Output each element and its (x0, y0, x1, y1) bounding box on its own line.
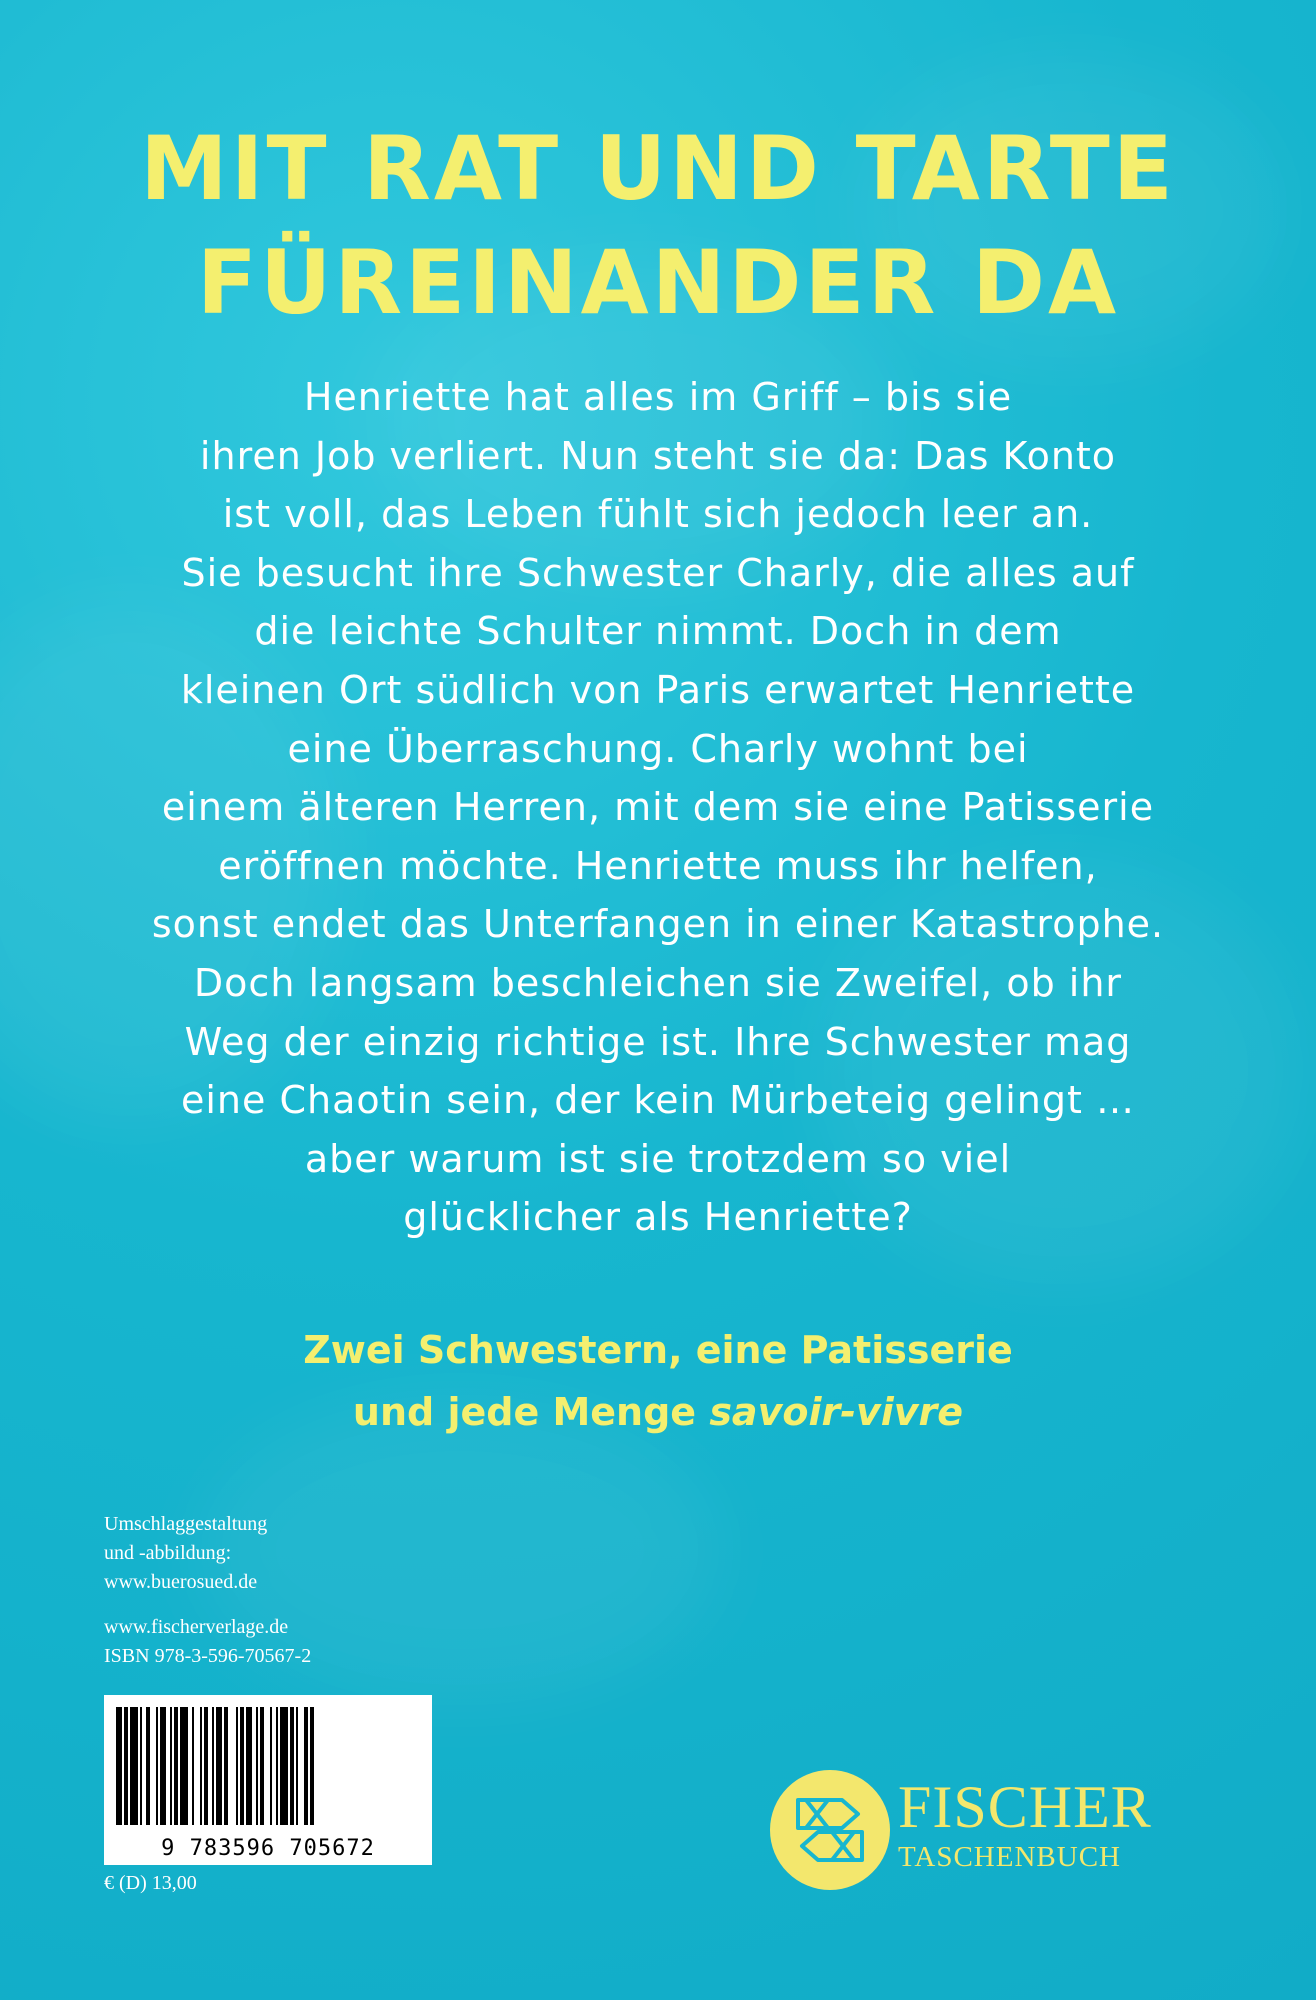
tagline (0, 1319, 1316, 1443)
cover-title (0, 112, 1316, 340)
barcode-bars (116, 1707, 420, 1825)
logo-subtitle: TASCHENBUCH (898, 1841, 1121, 1873)
cover-credits (104, 1510, 311, 1671)
fish-emblem-svg (770, 1770, 890, 1890)
credit-line: Umschlaggestaltung (104, 1513, 268, 1535)
tagline-italic: savoir-vivre (709, 1390, 964, 1434)
blurb-line: aber warum ist sie trotzdem so viel (304, 1136, 1012, 1181)
barcode-bar (260, 1707, 264, 1825)
blurb-line: glücklicher als Henriette? (403, 1195, 913, 1240)
barcode-bar (256, 1707, 258, 1825)
blurb-line: eröffnen möchte. Henriette muss ihr helfen, (218, 843, 1098, 888)
barcode (104, 1695, 432, 1865)
barcode-bar (140, 1707, 142, 1825)
barcode-bar (174, 1707, 178, 1825)
blurb-line: kleinen Ort südlich von Paris erwartet Henriette (180, 667, 1136, 712)
blurb-line: Sie besucht ihre Schwester Charly, die alles auf (181, 550, 1135, 595)
tagline-line-1: Zwei Schwestern, eine Patisserie (303, 1328, 1013, 1372)
barcode-bar (216, 1707, 222, 1825)
title-line: FÜREINANDER DA (196, 231, 1120, 334)
barcode-bar (130, 1707, 138, 1825)
barcode-bar (192, 1707, 194, 1825)
logo-name: FISCHER (898, 1774, 1152, 1840)
barcode-bar (290, 1707, 294, 1825)
barcode-bar (160, 1707, 166, 1825)
blurb-line: Doch langsam beschleichen sie Zweifel, ob ihr (193, 960, 1123, 1005)
barcode-bar (200, 1707, 202, 1825)
publisher-logo (770, 1770, 1220, 1890)
blurb-line: sonst endet das Unterfangen in einer Katastrophe. (151, 902, 1165, 947)
credit-gap (104, 1597, 311, 1613)
title-line: MIT RAT UND TARTE (140, 117, 1176, 220)
tagline-line-2 (0, 1381, 1316, 1443)
barcode-bar (180, 1707, 188, 1825)
blurb-text (90, 368, 1226, 1247)
barcode-bar (116, 1707, 122, 1825)
barcode-bar (212, 1707, 214, 1825)
blurb-line: eine Überraschung. Charly wohnt bei (287, 726, 1029, 771)
barcode-digits: 9 783596 705672 (161, 1836, 375, 1861)
barcode-bar (170, 1707, 172, 1825)
barcode-bar (156, 1707, 158, 1825)
price: € (D) 13,00 (104, 1872, 197, 1894)
barcode-bar (146, 1707, 150, 1825)
fish-emblem-icon (770, 1770, 890, 1890)
credit-line: www.buerosued.de (104, 1571, 258, 1593)
blurb-line: ist voll, das Leben fühlt sich jedoch leer an. (222, 492, 1094, 537)
credit-line: und -abbildung: (104, 1542, 232, 1564)
barcode-bar (296, 1707, 298, 1825)
blurb-line: die leichte Schulter nimmt. Doch in dem (254, 609, 1062, 654)
barcode-bar (304, 1707, 308, 1825)
barcode-bar (270, 1707, 272, 1825)
blurb-line: einem älteren Herren, mit dem sie eine Patisserie (161, 785, 1155, 830)
blurb-line: ihren Job verliert. Nun steht sie da: Das Konto (199, 433, 1117, 478)
barcode-bar (276, 1707, 278, 1825)
blurb-line: eine Chaotin sein, der kein Mürbeteig gelingt … (180, 1078, 1135, 1123)
barcode-bar (124, 1707, 128, 1825)
blurb-line: Weg der einzig richtige ist. Ihre Schwester mag (184, 1019, 1132, 1064)
barcode-bar (224, 1707, 228, 1825)
blurb-line: Henriette hat alles im Griff – bis sie (303, 375, 1013, 419)
barcode-bar (204, 1707, 208, 1825)
barcode-bar (236, 1707, 238, 1825)
publisher-url: www.fischerverlage.de (104, 1616, 289, 1638)
barcode-bar (246, 1707, 252, 1825)
barcode-bar (240, 1707, 244, 1825)
barcode-bar (280, 1707, 288, 1825)
isbn: ISBN 978-3-596-70567-2 (104, 1645, 312, 1667)
tagline-plain: und jede Menge (352, 1390, 710, 1434)
barcode-bar (310, 1707, 314, 1825)
